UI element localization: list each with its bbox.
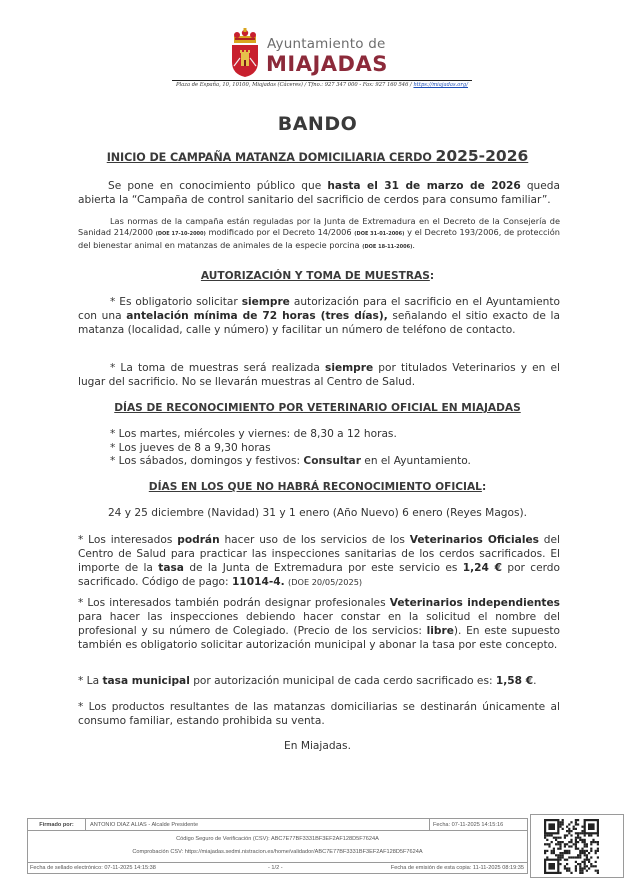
letterhead (0, 28, 635, 88)
logo-town-name: MIAJADAS (266, 52, 388, 76)
text: señalando el sitio exacto de la matanza (localidad, calle y número) y facilitar un número de teléfono de contacto. (78, 310, 560, 336)
section-title: DÍAS EN LOS QUE NO HABRÁ RECONOCIMIENTO OFICIAL (148, 481, 482, 493)
list-item: * Los martes, miércoles y viernes: de 8,30 a 12 horas. (110, 428, 397, 440)
signed-by-label: Firmado por: (28, 819, 86, 831)
section-title: AUTORIZACIÓN Y TOMA DE MUESTRAS (200, 270, 430, 282)
page-number: - 1/2 - (268, 865, 283, 871)
samples-paragraph (78, 361, 560, 389)
closing-line: En Miajadas. (284, 740, 351, 752)
fee-amount: 1,24 € (462, 562, 502, 574)
regulation-text: modificado por el Decreto 14/2006 (205, 227, 355, 237)
regulation-text: Las normas de la campaña están reguladas por la Junta de Extremadura en el Decreto de la Consejería de Sanidad 214/2000 (78, 216, 560, 237)
independent-vets-paragraph (78, 596, 560, 652)
signature-row (28, 819, 527, 831)
regulation-ref: (DOE 17-10-2000) (155, 231, 206, 237)
fee-amount: 1,58 € (495, 675, 534, 687)
text: * Es obligatorio solicitar (110, 296, 242, 308)
text: para hacer las inspecciones debiendo hacer constar en la solicitud el nombre del profesional y su número de Colegiado. (Precio de los servicios: (78, 611, 560, 637)
emphasis: siempre (325, 362, 374, 374)
section-heading-authorization (0, 270, 635, 282)
regulation-paragraph (78, 216, 560, 253)
header-divider (172, 80, 472, 81)
signer-name: ANTONIO DIAZ ALIAS - Alcalde Presidente (90, 822, 199, 828)
signature-table (27, 818, 528, 874)
seal-row (28, 863, 527, 874)
municipal-fee-paragraph (78, 674, 560, 688)
official-vets-paragraph (78, 533, 560, 589)
emphasis: tasa municipal (102, 675, 190, 687)
text: * La toma de muestras será realizada (110, 362, 326, 374)
text: ). En este supuesto también es obligatorio solicitar autorización municipal y abonar la tasa por este concepto. (78, 625, 560, 651)
text: por cerdo sacrificado. Código de pago: (78, 562, 560, 588)
title-text: INICIO DE CAMPAÑA MATANZA DOMICILIARIA CERDO (106, 151, 436, 164)
csv-row (28, 831, 527, 863)
regulation-text: y el Decreto 193/2006, de protección del bienestar animal en matanzas de animales de la especie porcina (78, 227, 560, 250)
logo-subtitle: Ayuntamiento de (267, 36, 386, 52)
text: . (533, 675, 537, 687)
payment-code: 11014-4. (231, 576, 285, 588)
inspection-days-list (110, 428, 550, 469)
intro-text-end: queda abierta la “Campaña de control sanitario del sacrificio de cerdos para consumo familiar”. (78, 180, 561, 206)
text: * Los sábados, domingos y festivos: (110, 455, 304, 467)
intro-paragraph (78, 179, 560, 207)
address-text: Plaza de España, 10, 10100, Miajadas (Cáceres) / Tfno.: 927 347 000 - Fax: 927 160 546 / (176, 82, 414, 88)
doe-ref: (DOE 20/05/2025) (288, 577, 363, 587)
emphasis: Consultar (303, 455, 361, 467)
coat-of-arms-icon (229, 28, 261, 78)
emphasis: podrán (177, 534, 220, 546)
emphasis: antelación mínima de 72 horas (tres días), (126, 310, 388, 322)
section-heading-no-inspection (0, 481, 635, 493)
address-line (172, 82, 472, 88)
qr-code-icon (544, 819, 599, 874)
sealed-date: Fecha de sellado electrónico: 07-11-2025 14:15:38 (30, 865, 156, 871)
document-heading: BANDO (277, 113, 358, 135)
text: por titulados Veterinarios y en el lugar del sacrificio. No se llevarán muestras al Centro de Salud. (78, 362, 560, 388)
emphasis: siempre (241, 296, 290, 308)
text: * Los interesados también podrán designar profesionales (78, 597, 390, 609)
emphasis: Veterinarios Oficiales (409, 534, 539, 546)
document-title (0, 146, 635, 165)
website-link[interactable]: https://miajadas.org/ (413, 82, 468, 88)
title-years: 2025-2026 (435, 147, 529, 165)
section-colon: : (481, 481, 487, 493)
text: del Centro de Salud para practicar las inspecciones sanitarias de los cerdos sacrificados. El importe de la (78, 534, 560, 574)
products-paragraph: * Los productos resultantes de las matanzas domiciliarias se destinarán únicamente al consumo familiar, estando prohibida su venta. (78, 701, 560, 727)
regulation-text: . (412, 240, 415, 250)
regulation-ref: (DOE 18-11-2006) (362, 244, 413, 250)
section-heading-inspection-days (0, 402, 635, 414)
text: * La (78, 675, 103, 687)
intro-deadline: hasta el 31 de marzo de 2026 (327, 180, 521, 192)
text: en el Ayuntamiento. (360, 455, 471, 467)
list-item: * Los jueves de 8 a 9,30 horas (110, 441, 271, 454)
signature-date: Fecha: 07-11-2025 14:15:16 (429, 819, 529, 831)
text: autorización para el sacrificio en el Ayuntamiento con una (78, 296, 560, 322)
text: * Los interesados (78, 534, 178, 546)
emphasis: tasa (158, 562, 184, 574)
csv-code: Código Seguro de Verificación (CSV): ABC7E77BF3331BF3EF2AF128D5F7624A (176, 836, 379, 842)
section-title: DÍAS DE RECONOCIMIENTO POR VETERINARIO OFICIAL EN MIAJADAS (114, 402, 521, 414)
csv-check-link[interactable]: Comprobación CSV: https://miajadas.sedmi.nistracion.es/home/validador/ABC7E77BF3331BF3EF2AF128D5F7624A (132, 849, 423, 855)
text: por autorización municipal de cada cerdo sacrificado es: (189, 675, 496, 687)
section-colon: : (429, 270, 435, 282)
authorization-paragraph (78, 295, 560, 337)
qr-container (530, 814, 624, 878)
intro-text: Se pone en conocimiento público que (108, 180, 328, 192)
holidays-line: 24 y 25 diciembre (Navidad) 31 y 1 enero (Año Nuevo) 6 enero (Reyes Magos). (107, 507, 528, 519)
emphasis: Veterinarios independientes (389, 597, 560, 609)
text: de la Junta de Extremadura por este servicio es (183, 562, 463, 574)
emphasis: libre (426, 625, 454, 637)
text: hacer uso de los servicios de los (219, 534, 410, 546)
list-item (110, 455, 550, 469)
regulation-ref: (DOE 31-01-2006) (354, 231, 405, 237)
issue-date: Fecha de emisión de esta copia: 11-11-2025 08:19:35 (390, 865, 524, 871)
